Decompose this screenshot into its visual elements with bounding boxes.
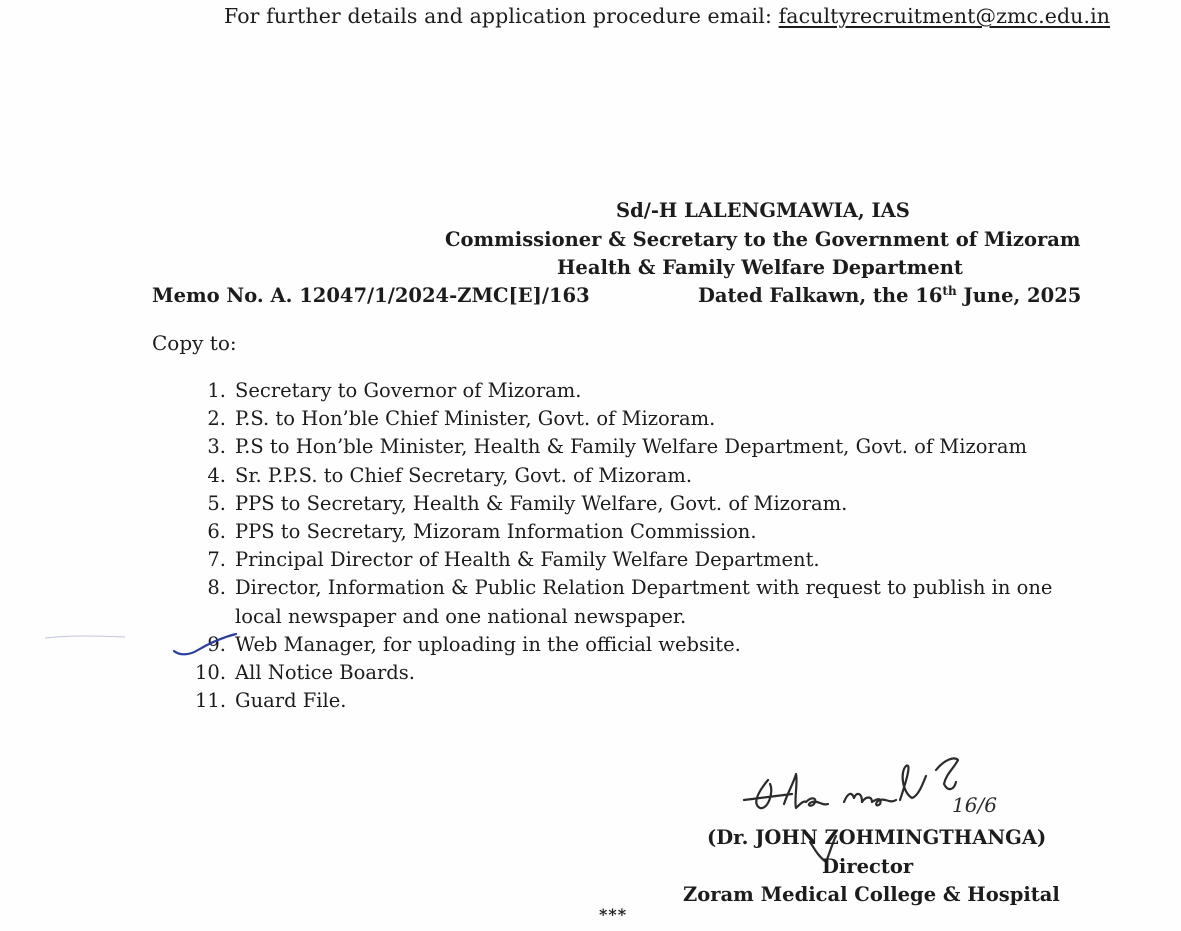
memo-date [698,284,1081,307]
list-item-number: 1. [207,379,226,402]
copy-to-list [186,377,1106,715]
memo-number: Memo No. A. 12047/1/2024-ZMC[E]/163 [152,284,590,307]
list-item-number: 3. [207,435,226,459]
contact-prefix: For further details and application procedure email: [224,4,779,28]
memo-date-sup: th [942,284,957,298]
list-item [186,518,1106,546]
director-title: Director [822,855,914,878]
list-item-number: 5. [207,491,226,515]
contact-line [224,4,1110,28]
list-item [186,546,1106,574]
list-item [186,433,1106,461]
list-item-text: P.S to Hon’ble Minister, Health & Family Welfare Department, Govt. of Mizoram [235,435,1027,459]
list-item-number: 11. [195,689,227,713]
list-item [186,687,1106,715]
director-organization: Zoram Medical College & Hospital [683,883,1060,906]
list-item [186,462,1106,490]
director-signature [740,752,1030,872]
memo-date-suffix: June, 2025 [956,284,1082,307]
director-name: (Dr. JOHN ZOHMINGTHANGA) [707,826,1047,849]
list-item-text: Principal Director of Health & Family Welfare Department. [235,548,820,572]
list-item-text: PPS to Secretary, Mizoram Information Commission. [235,520,757,544]
signatory-title: Commissioner & Secretary to the Government of Mizoram [445,228,1081,251]
list-item-text: All Notice Boards. [235,661,415,685]
signatory-name: Sd/-H LALENGMAWIA, IAS [616,199,910,222]
signatory-department: Health & Family Welfare Department [557,256,963,279]
list-item-number: 8. [207,576,226,600]
list-item-number: 9. [207,632,226,656]
list-item [186,377,1106,405]
copy-to-label: Copy to: [152,331,237,355]
list-item-text: PPS to Secretary, Health & Family Welfare, Govt. of Mizoram. [235,491,848,515]
list-item-text: Sr. P.P.S. to Chief Secretary, Govt. of Mizoram. [235,463,693,487]
list-item-number: 10. [195,661,227,685]
list-item-text: Secretary to Governor of Mizoram. [235,379,582,402]
end-mark: *** [599,905,628,924]
list-item-number: 7. [207,548,226,572]
list-item-number: 4. [207,463,226,487]
list-item-number: 6. [207,520,226,544]
email-link[interactable]: facultyrecruitment@zmc.edu.in [778,4,1111,28]
list-item-text: Director, Information & Public Relation Department with request to publish in one local newspaper and one national newspaper. [235,576,1053,628]
list-item-text: P.S. to Hon’ble Chief Minister, Govt. of Mizoram. [235,407,716,431]
list-item [186,659,1106,687]
memo-date-prefix: Dated Falkawn, the 16 [698,284,943,307]
list-item [186,631,1106,659]
list-item-text: Guard File. [235,689,347,713]
list-item-text: Web Manager, for uploading in the official website. [235,632,741,656]
list-item [186,405,1106,433]
list-item [186,490,1106,518]
list-item-number: 2. [207,407,226,431]
handwritten-tick-icon [40,624,240,664]
list-item [186,574,1106,630]
signature-date: 16/6 [952,793,997,817]
